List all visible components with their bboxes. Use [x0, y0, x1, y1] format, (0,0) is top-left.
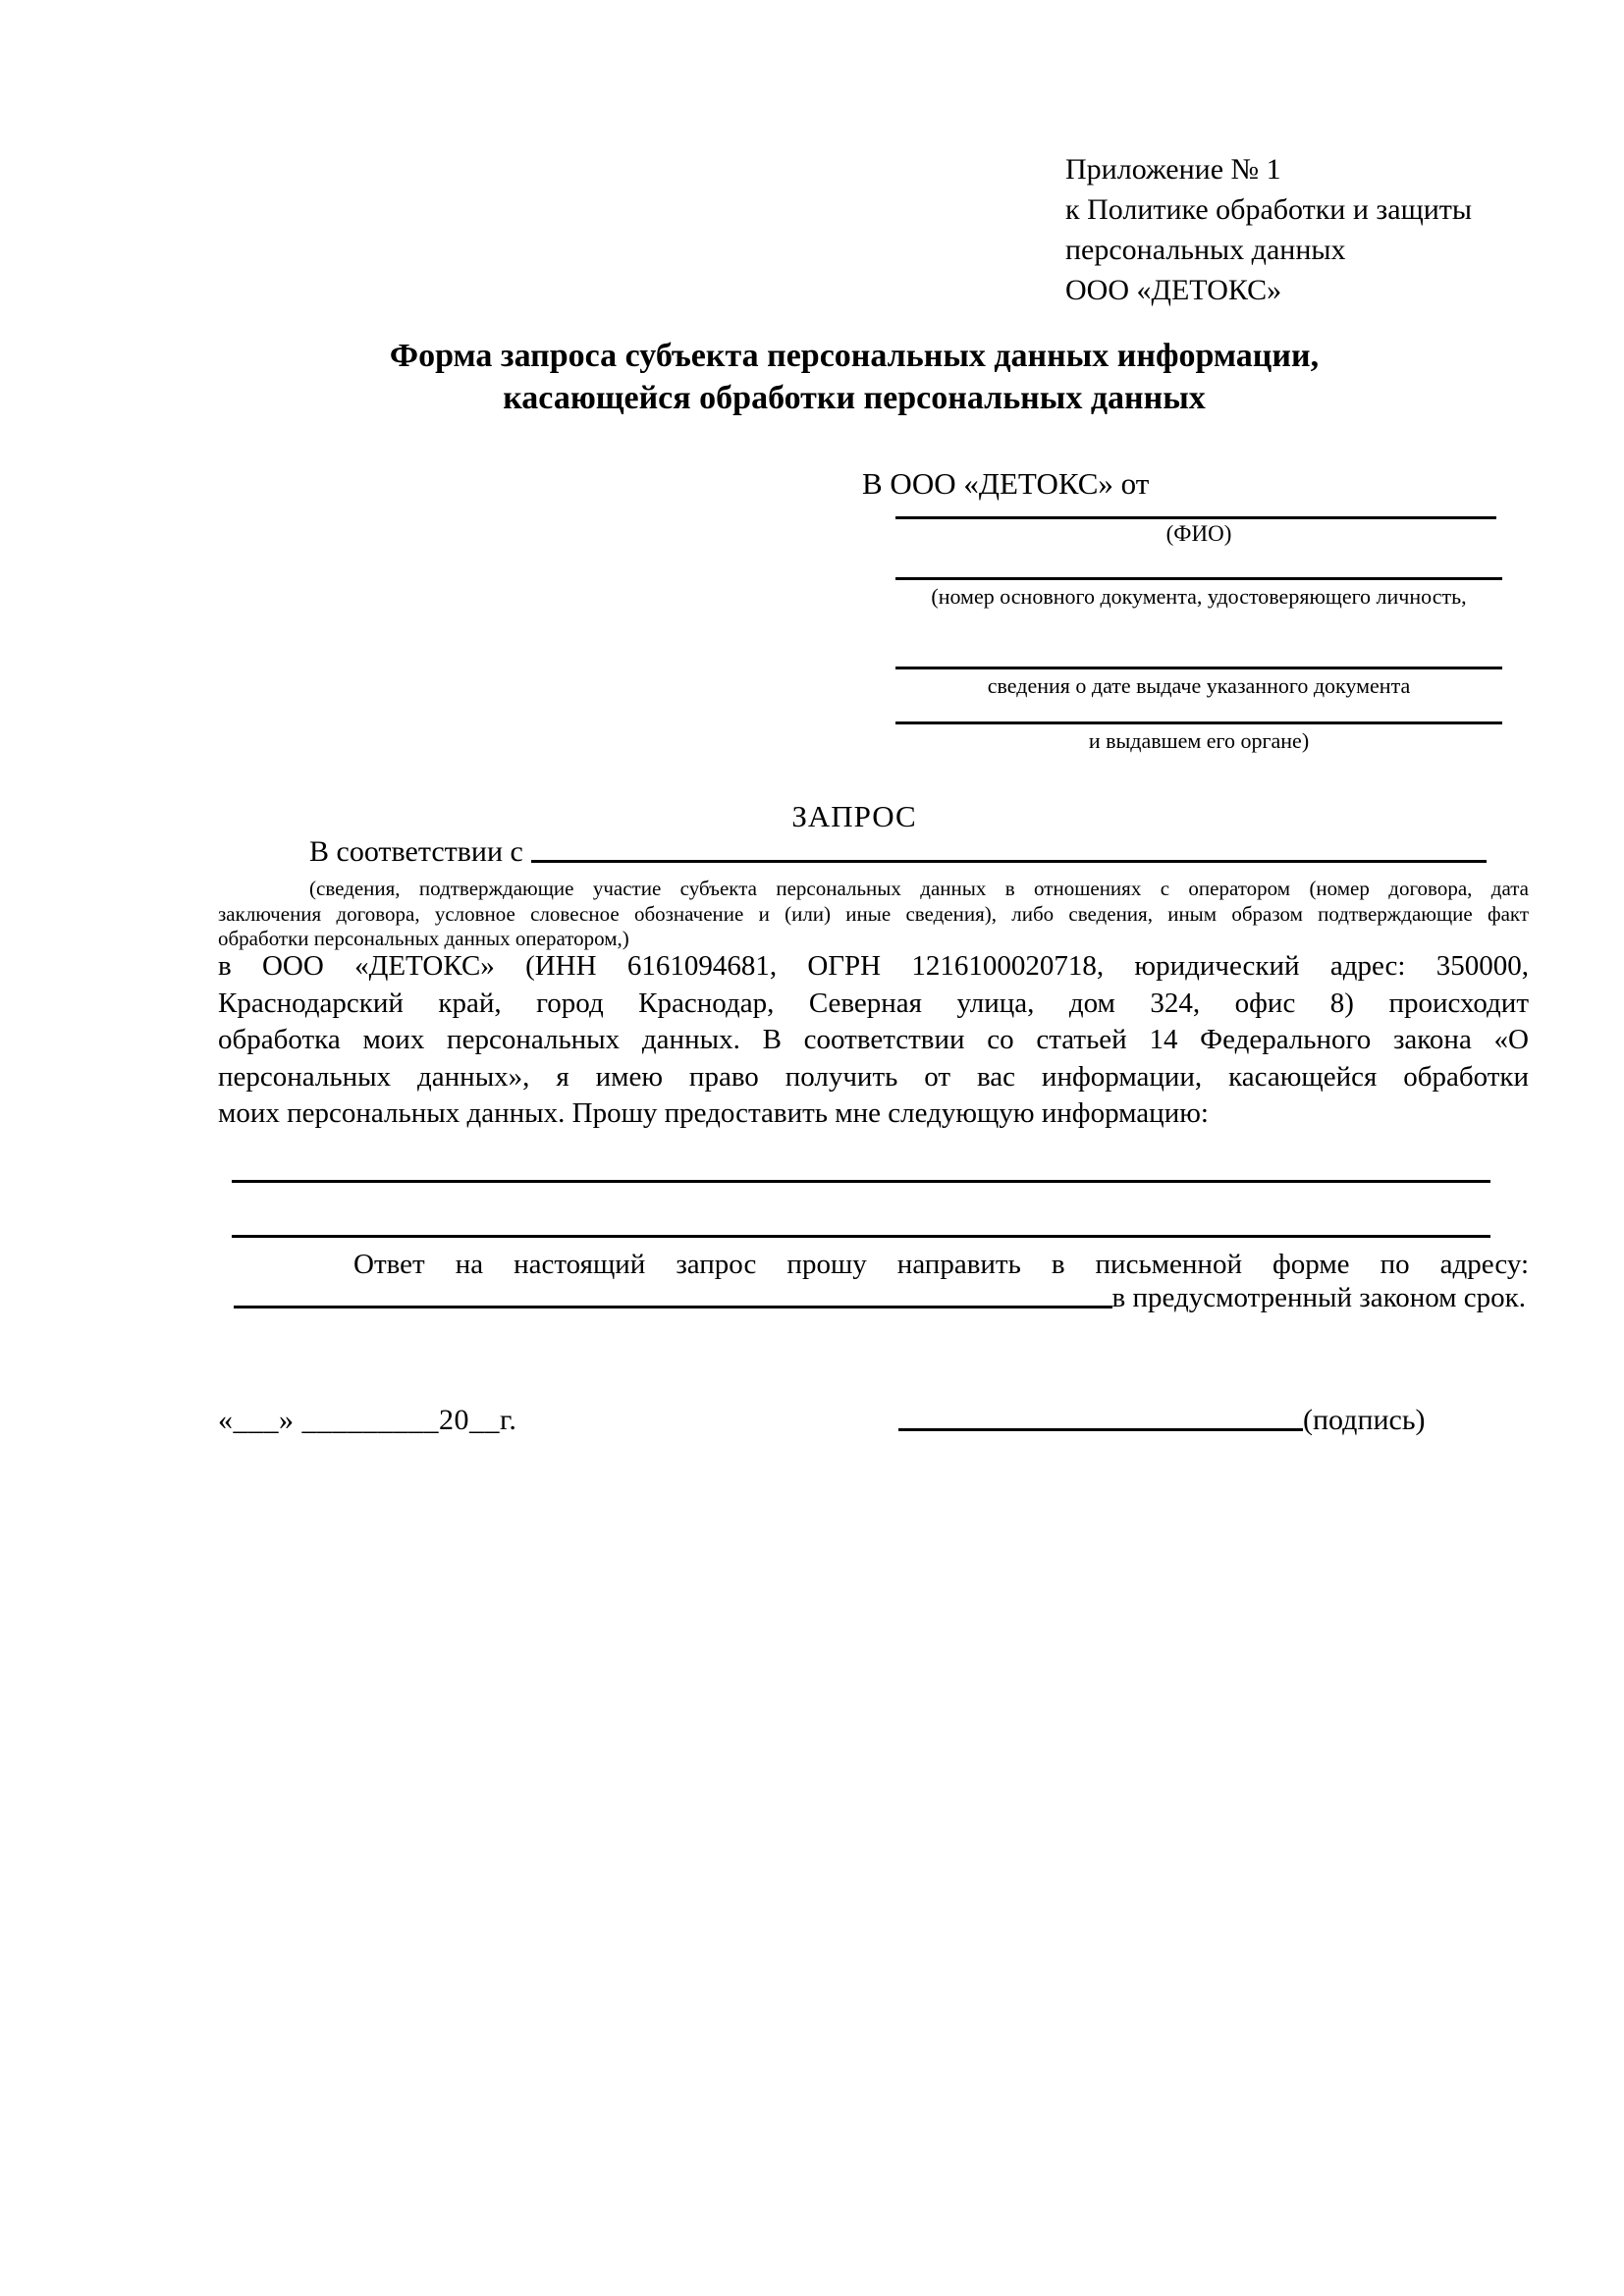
document-title-line: Форма запроса субъекта персональных данных информации,: [389, 338, 1320, 374]
appendix-line: Приложение № 1: [1065, 153, 1281, 186]
accordance-note-line: обработки персональных данных оператором,): [218, 927, 629, 950]
appendix-line: персональных данных: [1065, 234, 1346, 266]
signature-row: [898, 1404, 1426, 1437]
accordance-note-line: (сведения, подтверждающие участие субъекта персональных данных в отношениях с оператором (номер договора, дата: [309, 877, 1529, 900]
info-blank-line-1: [232, 1180, 1490, 1183]
body-line: моих персональных данных. Прошу предоставить мне следующую информацию:: [218, 1097, 1209, 1129]
reply-request-line: Ответ на настоящий запрос прошу направить в письменной форме по адресу:: [353, 1249, 1529, 1280]
info-blank-line-2: [232, 1235, 1490, 1238]
body-line: в ООО «ДЕТОКС» (ИНН 6161094681, ОГРН 1216100020718, юридический адрес: 350000,: [218, 950, 1529, 982]
blank-line-fio: [895, 516, 1496, 519]
accordance-prefix: В соответствии с: [309, 835, 523, 868]
label-document-number: (номер основного документа, удостоверяющего личность,: [931, 584, 1467, 609]
body-line: обработка моих персональных данных. В соответствии со статьей 14 Федерального закона «О: [218, 1024, 1529, 1055]
body-line: персональных данных», я имею право получить от вас информации, касающейся обработки: [218, 1060, 1529, 1093]
label-fio: (ФИО): [1165, 521, 1232, 546]
request-heading: ЗАПРОС: [791, 799, 917, 833]
document-title: [221, 335, 1488, 419]
reply-deadline: в предусмотренный законом срок.: [1111, 1282, 1526, 1313]
appendix-note: [1065, 149, 1472, 310]
blank-line-issuing-authority: [895, 721, 1502, 724]
accordance-blank-line: [531, 860, 1487, 863]
accordance-note-line: заключения договора, условное словесное обозначение и (или) иные сведения), либо сведения, иным образом подтверждающие факт: [218, 901, 1529, 926]
address-blank-line: [234, 1306, 1112, 1308]
blank-line-issue-date: [895, 667, 1502, 669]
blank-line-document-number: [895, 577, 1502, 580]
signature-label: (подпись): [1303, 1404, 1426, 1436]
addressee-line: В ООО «ДЕТОКС» от: [862, 466, 1150, 501]
accordance-note: [218, 877, 1529, 952]
appendix-line: к Политике обработки и защиты: [1065, 193, 1473, 226]
label-issuing-authority: и выдавшем его органе): [1088, 728, 1310, 753]
reply-address-row: [234, 1282, 1526, 1314]
document-title-line: касающейся обработки персональных данных: [503, 380, 1206, 416]
body-paragraph: [218, 948, 1529, 1133]
date-placeholder: «___» _________20__г.: [218, 1404, 517, 1436]
body-line: Краснодарский край, город Краснодар, Северная улица, дом 324, офис 8) происходит: [218, 987, 1529, 1019]
signature-blank-line: [898, 1428, 1303, 1431]
label-issue-date: сведения о дате выдаче указанного документа: [987, 673, 1411, 698]
accordance-row: [218, 835, 1487, 869]
appendix-line: ООО «ДЕТОКС»: [1065, 274, 1282, 306]
